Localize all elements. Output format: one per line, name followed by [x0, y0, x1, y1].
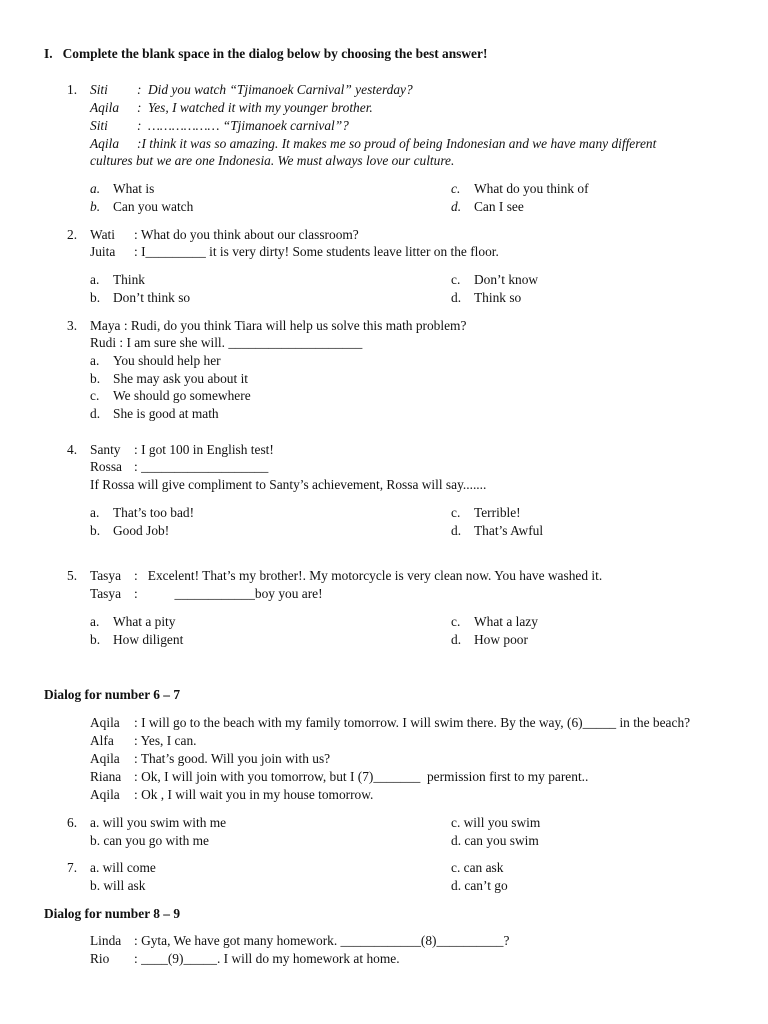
- option-text: What do you think of: [474, 181, 589, 196]
- option-letter: c.: [90, 388, 100, 403]
- dialog-text: Maya : Rudi, do you think Tiara will help us solve this math problem?: [90, 318, 467, 333]
- option-text: She may ask you about it: [113, 371, 249, 386]
- speaker: Aqila: [90, 787, 120, 802]
- option-text: That’s Awful: [474, 523, 544, 538]
- option-text: We should go somewhere: [113, 388, 251, 403]
- option-text: You should help her: [113, 353, 221, 368]
- option-letter: b.: [90, 523, 101, 538]
- option-text: Can you watch: [113, 199, 194, 214]
- dialog-text: cultures but we are one Indonesia. We must always love our culture.: [90, 153, 455, 168]
- speaker: Tasya: [90, 568, 122, 583]
- separator: :: [137, 100, 142, 115]
- dialog-text: : I got 100 in English test!: [134, 442, 274, 457]
- dialog-text: : What do you think about our classroom?: [134, 227, 359, 242]
- option-letter: d.: [451, 290, 462, 305]
- option-text: Terrible!: [474, 505, 521, 520]
- dialog-text: : Ok, I will join with you tomorrow, but I (7)_______ permission first to my parent..: [134, 769, 589, 784]
- speaker: Rossa: [90, 459, 122, 474]
- speaker: Santy: [90, 442, 121, 457]
- speaker: Juita: [90, 244, 116, 259]
- speaker: Linda: [90, 933, 122, 948]
- speaker: Riana: [90, 769, 122, 784]
- speaker: Aqila: [90, 100, 120, 115]
- option-text: c. will you swim: [451, 815, 541, 830]
- option-letter: b.: [90, 199, 101, 214]
- option-text: a. will come: [90, 860, 156, 875]
- option-text: b. will ask: [90, 878, 146, 893]
- option-letter: c.: [451, 181, 461, 196]
- dialog-title: Dialog for number 6 – 7: [44, 687, 181, 702]
- speaker: Rio: [90, 951, 110, 966]
- separator: :: [137, 82, 142, 97]
- speaker: Wati: [90, 227, 115, 242]
- option-text: c. can ask: [451, 860, 504, 875]
- option-letter: a.: [90, 505, 100, 520]
- option-text: What a pity: [113, 614, 176, 629]
- option-text: She is good at math: [113, 406, 219, 421]
- option-letter: b.: [90, 290, 101, 305]
- option-text: d. can’t go: [451, 878, 508, 893]
- option-letter: c.: [451, 272, 461, 287]
- section-heading: I. Complete the blank space in the dialog below by choosing the best answer!: [44, 46, 488, 61]
- option-letter: a.: [90, 353, 100, 368]
- option-letter: a.: [90, 181, 101, 196]
- option-text: d. can you swim: [451, 833, 539, 848]
- speaker: Alfa: [90, 733, 114, 748]
- option-letter: d.: [90, 406, 101, 421]
- option-letter: b.: [90, 371, 101, 386]
- question-number: 4.: [67, 442, 78, 457]
- question-number: 1.: [67, 82, 78, 97]
- dialog-text: : ___________________: [134, 459, 269, 474]
- option-text: b. can you go with me: [90, 833, 210, 848]
- speaker: Aqila: [90, 715, 120, 730]
- speaker: Siti: [90, 118, 108, 133]
- dialog-text: Did you watch “Tjimanoek Carnival” yesterday?: [148, 82, 413, 97]
- speaker: Tasya: [90, 586, 122, 601]
- question-number: 3.: [67, 318, 78, 333]
- option-letter: c.: [451, 505, 461, 520]
- speaker: Siti: [90, 82, 108, 97]
- question-number: 6.: [67, 815, 78, 830]
- dialog-text: : I will go to the beach with my family tomorrow. I will swim there. By the way, (6)_____ in the beach?: [134, 715, 691, 730]
- option-text: Don’t know: [474, 272, 539, 287]
- dialog-text: Yes, I watched it with my younger brother.: [148, 100, 373, 115]
- dialog-text: : Gyta, We have got many homework. ____________(8)__________?: [134, 933, 510, 948]
- speaker: Aqila: [90, 751, 120, 766]
- dialog-title: Dialog for number 8 – 9: [44, 906, 181, 921]
- option-letter: a.: [90, 614, 100, 629]
- option-letter: d.: [451, 632, 462, 647]
- instruction-text: If Rossa will give compliment to Santy’s achievement, Rossa will say.......: [90, 477, 487, 492]
- option-text: How diligent: [113, 632, 184, 647]
- option-text: How poor: [474, 632, 528, 647]
- dialog-text: ……………… “Tjimanoek carnival”?: [148, 118, 349, 133]
- dialog-text: : I_________ it is very dirty! Some students leave litter on the floor.: [134, 244, 499, 259]
- option-letter: c.: [451, 614, 461, 629]
- question-number: 5.: [67, 568, 78, 583]
- option-text: Good Job!: [113, 523, 170, 538]
- dialog-text: : Ok , I will wait you in my house tomorrow.: [134, 787, 374, 802]
- question-number: 7.: [67, 860, 78, 875]
- question-number: 2.: [67, 227, 78, 242]
- option-letter: d.: [451, 199, 462, 214]
- option-text: Think so: [474, 290, 522, 305]
- option-text: Don’t think so: [113, 290, 191, 305]
- option-text: Think: [113, 272, 145, 287]
- speaker: Aqila: [90, 136, 120, 151]
- dialog-text: : ____(9)_____. I will do my homework at home.: [134, 951, 400, 966]
- option-text: That’s too bad!: [113, 505, 195, 520]
- dialog-text: : ____________boy you are!: [134, 586, 323, 601]
- separator: :: [137, 118, 142, 133]
- option-text: Can I see: [474, 199, 524, 214]
- option-text: What a lazy: [474, 614, 538, 629]
- option-text: a. will you swim with me: [90, 815, 227, 830]
- dialog-text: : That’s good. Will you join with us?: [134, 751, 331, 766]
- option-letter: b.: [90, 632, 101, 647]
- option-letter: a.: [90, 272, 100, 287]
- dialog-text: Rudi : I am sure she will. ____________________: [90, 335, 363, 350]
- dialog-text: : Yes, I can.: [134, 733, 197, 748]
- option-letter: d.: [451, 523, 462, 538]
- option-text: What is: [113, 181, 155, 196]
- dialog-text: :I think it was so amazing. It makes me so proud of being Indonesian and we have many different: [137, 136, 657, 151]
- dialog-text: : Excelent! That’s my brother!. My motorcycle is very clean now. You have washed it.: [134, 568, 603, 583]
